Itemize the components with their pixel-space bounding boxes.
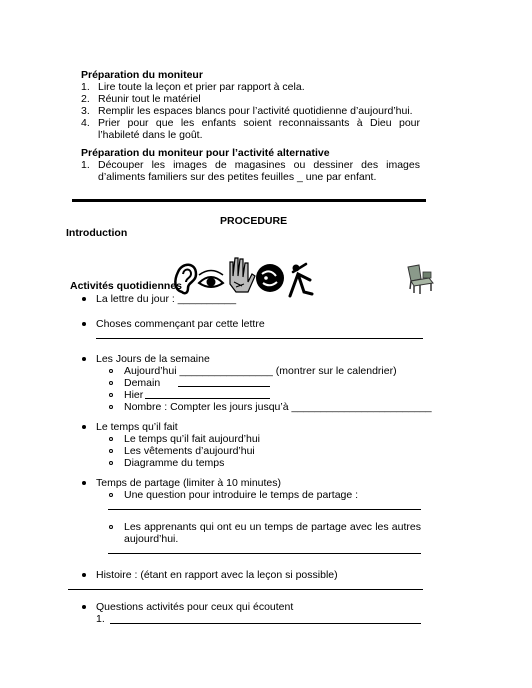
bullet [82, 573, 86, 577]
days-yesterday: Hier [124, 389, 144, 401]
days-count: Nombre : Compter les jours jusqu’à ________________________ [124, 401, 432, 413]
ear-icon [175, 265, 196, 293]
prep-item-1: Lire toute la leçon et prier par rapport à cela. [98, 81, 305, 93]
sharing-learners: Les apprenants qui ont eu un temps de partage avec les autres aujourd’hui. [124, 521, 421, 545]
days-tomorrow: Demain [124, 377, 161, 389]
sub-bullet [109, 449, 113, 453]
days-today: Aujourd’hui ________________ (montrer sur le calendrier) [124, 365, 397, 377]
introduction-heading: Introduction [66, 227, 128, 239]
alt-item-1-num: 1. [81, 159, 90, 171]
things-answer-line [96, 338, 423, 339]
sharing-learners-line [108, 553, 421, 554]
question-1-num: 1. [96, 613, 105, 625]
alt-heading: Préparation du moniteur pour l’activité alternative [81, 147, 330, 159]
bullet [82, 605, 86, 609]
activities-heading: Activités quotidiennes [70, 280, 183, 292]
prep-item-2: Réunir tout le matériel [98, 93, 201, 105]
yesterday-answer-line [145, 398, 270, 399]
bullet [82, 322, 86, 326]
section-divider [72, 199, 426, 202]
story-answer-line [68, 589, 423, 590]
stretching-person-icon [290, 264, 312, 296]
bullet [82, 357, 86, 361]
things-starting-letter: Choses commençant par cette lettre [96, 318, 265, 330]
questions-label: Questions activités pour ceux qui écoutent [96, 601, 294, 613]
prep-item-1-num: 1. [81, 81, 90, 93]
tomorrow-answer-line [178, 386, 270, 387]
weather-item-2: Les vêtements d’aujourd’hui [124, 445, 255, 457]
sub-bullet [109, 393, 113, 397]
sub-bullet [109, 493, 113, 497]
bullet [82, 425, 86, 429]
prep-item-4: Prier pour que les enfants soient reconnaissants à Dieu pour l’habileté dans le goût. [98, 117, 420, 141]
story-label: Histoire : (étant en rapport avec la leçon si possible) [96, 569, 338, 581]
bullet [82, 481, 86, 485]
prep-item-4-num: 4. [81, 117, 90, 129]
bullet [82, 297, 86, 301]
prep-heading: Préparation du moniteur [81, 69, 203, 81]
prep-item-3: Remplir les espaces blancs pour l’activité quotidienne d’aujourd’hui. [98, 105, 413, 117]
sub-bullet [109, 369, 113, 373]
weather-item-1: Le temps qu’il fait aujourd’hui [124, 433, 260, 445]
sub-bullet [109, 525, 113, 529]
chair-icon [405, 263, 435, 298]
hand-icon [230, 258, 255, 292]
weather-item-3: Diagramme du temps [124, 457, 225, 469]
eye-icon [199, 271, 223, 288]
prep-item-3-num: 3. [81, 105, 90, 117]
prep-item-2-num: 2. [81, 93, 90, 105]
alt-item-1: Découper les images de magasines ou dessiner des images d’aliments familiers sur des petites feuilles _ une par enfant. [98, 159, 420, 183]
mouth-nose-icon [256, 264, 284, 292]
sub-bullet [109, 461, 113, 465]
sharing-question-line [108, 509, 421, 510]
sub-bullet [109, 381, 113, 385]
weather-label: Le temps qu’il fait [96, 421, 178, 433]
letter-of-day: La lettre du jour : __________ [96, 293, 237, 305]
question-1-line [110, 623, 421, 624]
sub-bullet [109, 405, 113, 409]
sharing-label: Temps de partage (limiter à 10 minutes) [96, 477, 281, 489]
sub-bullet [109, 437, 113, 441]
procedure-title: PROCEDURE [220, 215, 288, 227]
days-of-week-label: Les Jours de la semaine [96, 353, 210, 365]
sharing-question: Une question pour introduire le temps de partage : [124, 489, 359, 501]
